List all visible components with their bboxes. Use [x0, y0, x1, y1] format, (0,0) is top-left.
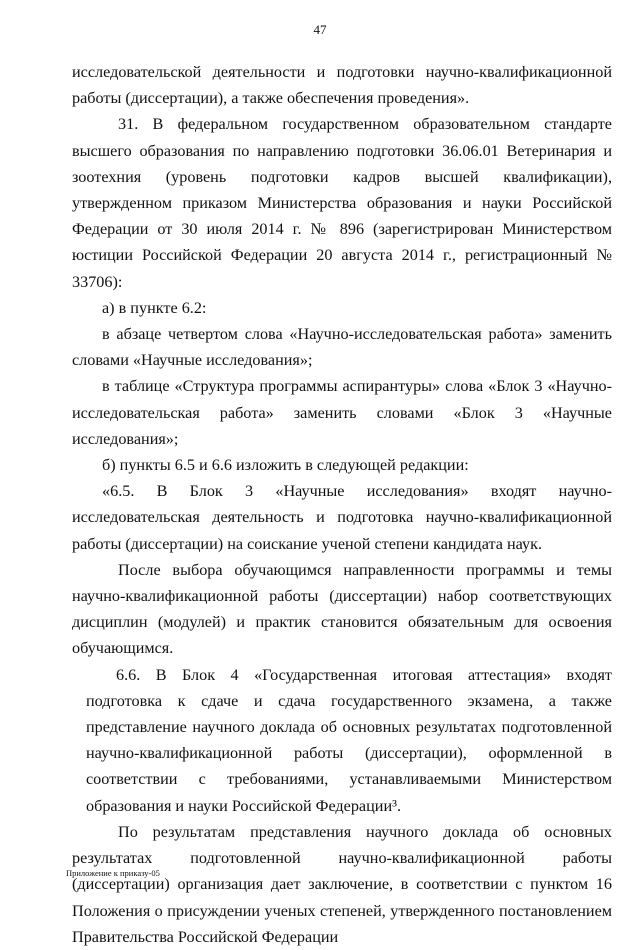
paragraph-continuation: исследовательской деятельности и подготовки научно-квалификационной работы (диссертации), а также обеспечения проведения».	[72, 63, 612, 108]
paragraph-after-choice: После выбора обучающимся направленности программы и темы научно-квалификационной работы (диссертации) набор соответствующих дисциплин (модулей) и практик становится обязательным для освоения обучающимся.	[72, 560, 612, 658]
paragraph-subitem-a: а) в пункте 6.2:	[102, 298, 207, 317]
document-body	[72, 59, 612, 950]
paragraph-subitem-b: б) пункты 6.5 и 6.6 изложить в следующей редакции:	[102, 456, 469, 475]
paragraph-item-31: 31. В федеральном государственном образовательном стандарте высшего образования по направлению подготовки 36.06.01 Ветеринария и зоотехния (уровень подготовки кадров высшей квалификации), утвержденном приказом Министерства образования и науки Российской Федерации от 30 июля 2014 г. № 896 (зарегистрирован Министерством юстиции Российской Федерации 20 августа 2014 г., регистрационный № 33706):	[72, 115, 612, 291]
paragraph-replace-research-work: в абзаце четвертом слова «Научно-исследовательская работа» заменить словами «Научные исследования»;	[72, 325, 612, 370]
paragraph-6-5: «6.5. В Блок 3 «Научные исследования» входят научно-исследовательская деятельность и подготовка научно-квалификационной работы (диссертации) на соискание ученой степени кандидата наук.	[72, 482, 612, 553]
footer-note: Приложение к приказу-05	[66, 868, 160, 878]
paragraph-replace-table-block3: в таблице «Структура программы аспирантуры» слова «Блок 3 «Научно-исследовательская работа» заменить словами «Блок 3 «Научные исследования»;	[72, 377, 612, 448]
paragraph-6-6: 6.6. В Блок 4 «Государственная итоговая аттестация» входят подготовка к сдаче и сдача государственного экзамена, а также представление научного доклада об основных результатах подготовленной научно-квалификационной работы (диссертации), оформленной в соответствии с требованиями, устанавливаемыми Министерством образования и науки Российской Федерации³.	[86, 665, 612, 815]
paragraph-report-results: По результатам представления научного доклада об основных результатах подготовленной научно-квалификационной работы (диссертации) организация дает заключение, в соответствии с пунктом 16 Положения о присуждении ученых степеней, утвержденного постановлением Правительства Российской Федерации	[72, 822, 612, 946]
page-number: 47	[313, 22, 327, 37]
